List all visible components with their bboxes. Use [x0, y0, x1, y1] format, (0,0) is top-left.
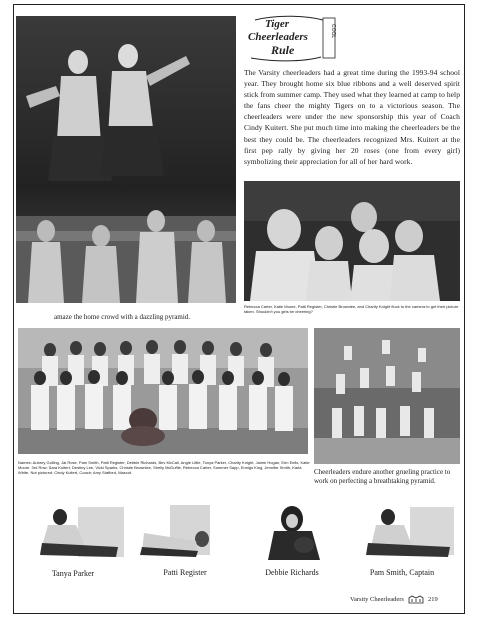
friends-photo [244, 181, 460, 301]
portrait-name: Patti Register [163, 568, 207, 577]
pyramid-caption: amaze the home crowd with a dazzling pyramid. [54, 313, 191, 321]
portrait-patti-register [130, 503, 235, 560]
portrait-name: Debbie Richards [265, 568, 319, 577]
group-caption: Names: Aubrey Golling, Jai Rose, Pam Smith, Patti Register, Debbie Richards, Bev McCall, Angie Little, Tonya Parker, Charity Knight, Jaime Hogan, Erin Eells, Katie Moore. 3rd Row: Sara Kuitert, Destiny Lee, Vicki Sparks, Christie Brownlee, Shelly McDuffie, Rebecca Carter, Summer Sapp, Ennigs King, Jennifer Smith, Karla White. Not pictured: Cindy Kuitert, Coach; Amy Stafford, Mascot. [18, 460, 310, 476]
yearbook-emblem-icon [408, 595, 424, 604]
friends-caption: Rebecca Carter, Katie Moore, Patti Register, Christie Brownlee, and Charity Knight flock to the camera to get their picture taken. Shouldn't you girls be cheering? [244, 304, 459, 315]
page-number: 219 [427, 596, 438, 603]
logo-line-1: Tiger [265, 18, 290, 30]
portrait-name: Tanya Parker [51, 569, 95, 578]
portrait-debbie-richards [240, 503, 345, 560]
portrait-name: Pam Smith, Captain [369, 568, 435, 577]
footer-section: Varsity Cheerleaders [350, 596, 404, 603]
intro-paragraph: The Varsity cheerleaders had a great time during the 1993-94 school year. They brought home six blue ribbons and a well deserved spirit stick from summer camp. They used what they learned at camp to help the fans cheer the mighty Tigers on to a victorious season. The cheerleaders were under the new sponsorship this year of Coach Cindy Kuitert. She put much time into making the cheerleaders be the best they could be. The cheerleaders recognized Mrs. Kuitert at the first pep rally by giving her 20 roses (one from every girl) symbolizing their appreciation for all of her hard work. [244, 68, 460, 166]
practice-photo [314, 328, 460, 464]
logo-line-3: Rule [271, 43, 295, 57]
group-photo [18, 328, 308, 454]
portrait-pam-smith [350, 503, 460, 560]
portrait-tanya-parker [18, 503, 128, 560]
page-footer [350, 595, 462, 604]
logo-side-text: COOL [330, 24, 336, 39]
practice-caption: Cheerleaders endure another grueling practice to work on perfecting a breathtaking pyramid. [314, 468, 451, 485]
tiger-cheer-logo-icon [243, 14, 338, 64]
logo-line-2: Cheerleaders [248, 31, 308, 43]
pyramid-photo [16, 16, 236, 303]
